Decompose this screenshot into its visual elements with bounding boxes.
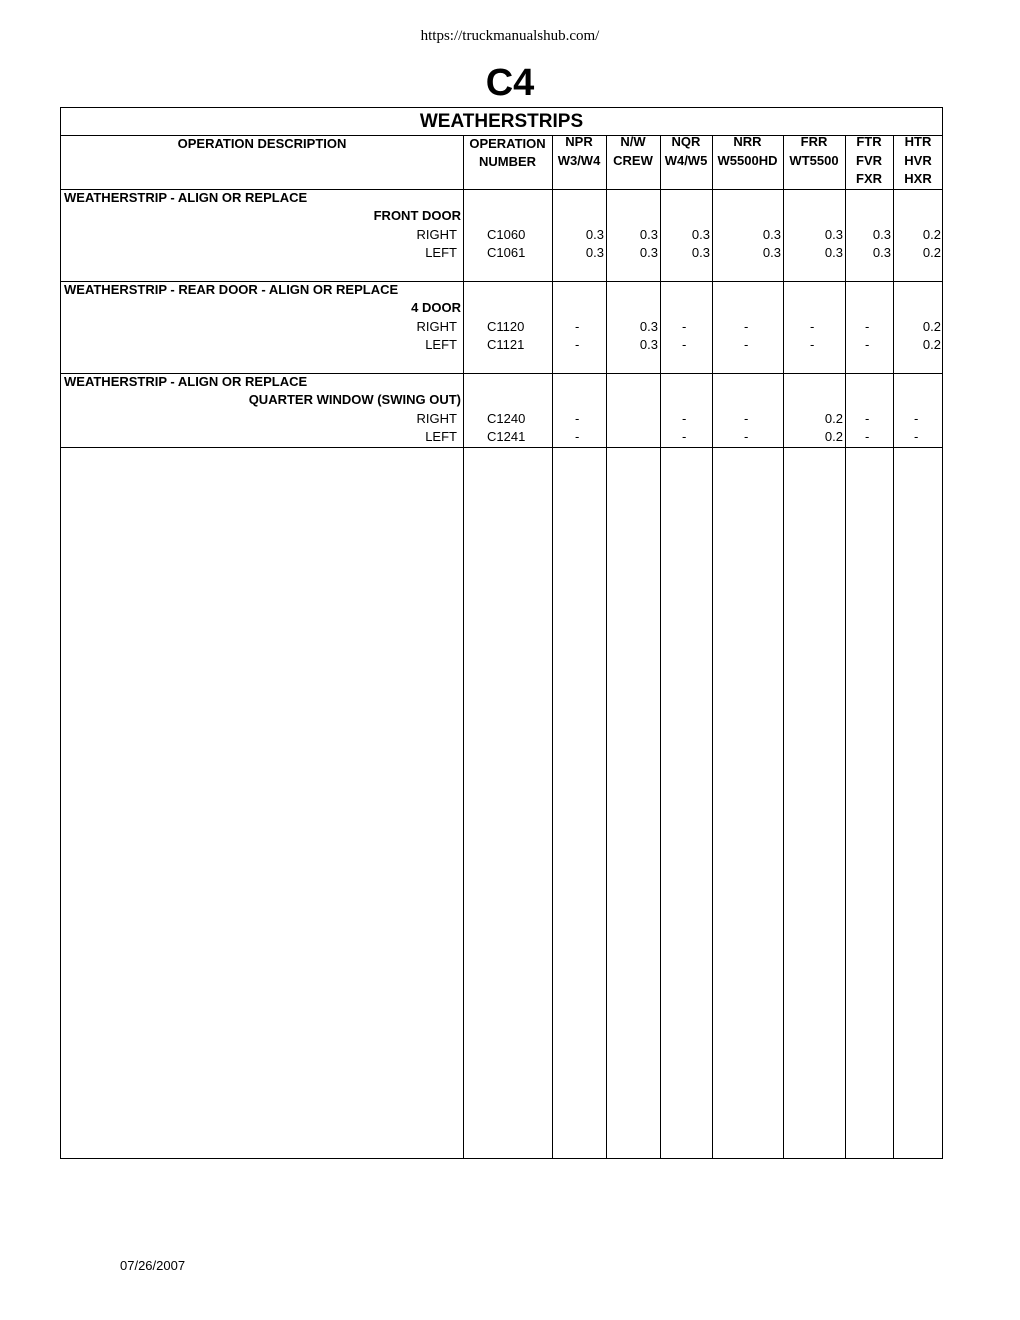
labor-time-dash: - bbox=[744, 411, 749, 426]
operation-number: C1060 bbox=[487, 227, 526, 242]
row-label: RIGHT bbox=[416, 411, 457, 426]
header-model: HTR bbox=[904, 134, 932, 149]
labor-time-value: 0.3 bbox=[585, 227, 604, 242]
labor-time-value: 0.2 bbox=[922, 227, 941, 242]
labor-time-value: 0.3 bbox=[585, 245, 604, 260]
labor-time-value: 0.3 bbox=[639, 245, 658, 260]
section-subtitle: 4 DOOR bbox=[411, 300, 461, 315]
operation-number: C1121 bbox=[487, 337, 525, 352]
header-model: FXR bbox=[856, 171, 882, 186]
header-model: NQR bbox=[671, 134, 701, 149]
labor-time-dash: - bbox=[682, 411, 687, 426]
labor-time-dash: - bbox=[575, 319, 580, 334]
header-model: FTR bbox=[856, 134, 882, 149]
labor-time-value: 0.2 bbox=[922, 337, 941, 352]
header-model: FVR bbox=[856, 152, 882, 168]
labor-time-value: 0.2 bbox=[922, 245, 941, 260]
section-title: WEATHERSTRIP - ALIGN OR REPLACE bbox=[64, 190, 308, 205]
labor-time-value: 0.2 bbox=[824, 411, 843, 426]
column-divider bbox=[712, 135, 713, 1158]
labor-time-value: 0.3 bbox=[824, 245, 843, 260]
labor-time-dash: - bbox=[865, 337, 870, 352]
labor-time-dash: - bbox=[810, 337, 815, 352]
header-model: HXR bbox=[904, 171, 932, 186]
labor-time-table bbox=[60, 107, 943, 1159]
header-model: W3/W4 bbox=[557, 152, 601, 168]
labor-time-dash: - bbox=[865, 319, 870, 334]
row-label: LEFT bbox=[425, 337, 457, 352]
header-model: NPR bbox=[565, 134, 593, 149]
row-label: RIGHT bbox=[416, 227, 457, 242]
labor-time-value: 0.2 bbox=[824, 429, 843, 444]
header-operation-number: NUMBER bbox=[478, 154, 537, 169]
table-title: WEATHERSTRIPS bbox=[419, 111, 584, 132]
labor-time-dash: - bbox=[914, 411, 919, 426]
labor-time-value: 0.3 bbox=[762, 227, 781, 242]
header-model: W4/W5 bbox=[664, 152, 708, 168]
column-divider bbox=[845, 135, 846, 1158]
header-model: WT5500 bbox=[789, 152, 839, 168]
labor-time-dash: - bbox=[682, 429, 687, 444]
labor-time-value: 0.3 bbox=[691, 245, 710, 260]
labor-time-dash: - bbox=[575, 337, 580, 352]
labor-time-value: 0.3 bbox=[872, 245, 891, 260]
labor-time-value: 0.3 bbox=[639, 319, 658, 334]
labor-time-value: 0.3 bbox=[639, 337, 658, 352]
labor-time-dash: - bbox=[914, 429, 919, 444]
row-label: LEFT bbox=[425, 429, 457, 444]
labor-time-value: 0.3 bbox=[639, 227, 658, 242]
labor-time-dash: - bbox=[575, 411, 580, 426]
row-label: RIGHT bbox=[416, 319, 457, 334]
source-url: https://truckmanualshub.com/ bbox=[420, 28, 600, 44]
header-model: FRR bbox=[800, 134, 828, 149]
column-divider bbox=[893, 135, 894, 1158]
row-divider bbox=[61, 447, 942, 448]
row-label: LEFT bbox=[425, 245, 457, 260]
labor-time-dash: - bbox=[810, 319, 815, 334]
section-title: WEATHERSTRIP - ALIGN OR REPLACE bbox=[64, 374, 308, 389]
column-divider bbox=[783, 135, 784, 1158]
header-model: CREW bbox=[613, 152, 653, 168]
header-operation-description: OPERATION DESCRIPTION bbox=[177, 136, 347, 151]
labor-time-value: 0.3 bbox=[691, 227, 710, 242]
labor-time-value: 0.3 bbox=[762, 245, 781, 260]
labor-time-dash: - bbox=[865, 429, 870, 444]
header-model: W5500HD bbox=[717, 152, 778, 168]
footer-date: 07/26/2007 bbox=[120, 1258, 186, 1273]
section-title: WEATHERSTRIP - REAR DOOR - ALIGN OR REPLACE bbox=[64, 282, 399, 297]
column-divider bbox=[552, 135, 553, 1158]
labor-time-dash: - bbox=[575, 429, 580, 444]
labor-time-dash: - bbox=[682, 337, 687, 352]
header-model: NRR bbox=[733, 134, 762, 149]
labor-time-dash: - bbox=[682, 319, 687, 334]
section-code: C4 bbox=[485, 62, 535, 104]
operation-number: C1240 bbox=[487, 411, 526, 426]
labor-time-value: 0.3 bbox=[872, 227, 891, 242]
column-divider bbox=[606, 135, 607, 1158]
operation-number: C1241 bbox=[487, 429, 526, 444]
column-divider bbox=[660, 135, 661, 1158]
section-subtitle: FRONT DOOR bbox=[373, 208, 461, 223]
header-model: HVR bbox=[904, 152, 932, 168]
header-operation-number: OPERATION bbox=[469, 136, 546, 151]
labor-time-value: 0.3 bbox=[824, 227, 843, 242]
labor-time-value: 0.2 bbox=[922, 319, 941, 334]
header-model: N/W bbox=[620, 134, 646, 149]
labor-time-dash: - bbox=[744, 337, 749, 352]
operation-number: C1061 bbox=[487, 245, 526, 260]
section-subtitle: QUARTER WINDOW (SWING OUT) bbox=[248, 392, 461, 407]
column-divider bbox=[463, 135, 464, 1158]
labor-time-dash: - bbox=[744, 319, 749, 334]
labor-time-dash: - bbox=[865, 411, 870, 426]
operation-number: C1120 bbox=[487, 319, 525, 334]
labor-time-dash: - bbox=[744, 429, 749, 444]
